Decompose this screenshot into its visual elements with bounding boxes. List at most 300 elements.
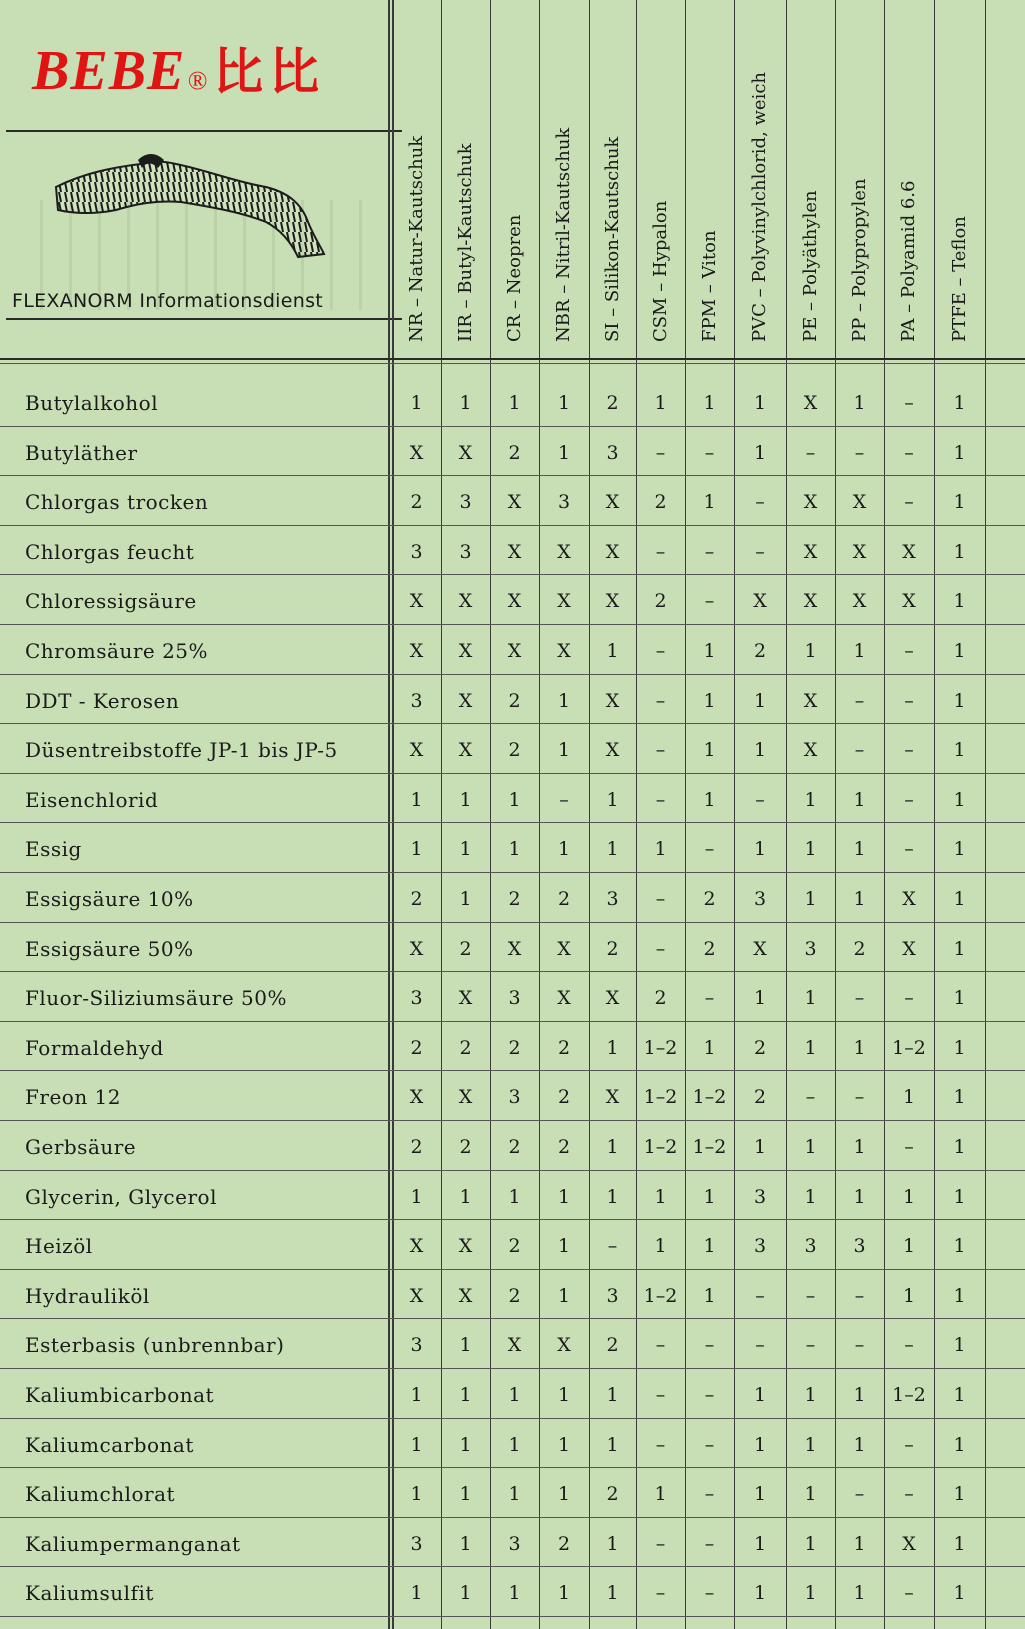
table-cell: 2 xyxy=(508,1136,521,1158)
row-label: Chlorgas trocken xyxy=(25,490,209,515)
row-label: Formaldehyd xyxy=(25,1035,164,1060)
bleed-through-mark xyxy=(185,200,188,310)
table-cell: 1 xyxy=(853,1036,866,1059)
table-cell: X xyxy=(409,937,424,960)
table-cell: 1 xyxy=(459,1185,472,1208)
table-cell: 1 xyxy=(902,1284,916,1307)
table-cell: 1 xyxy=(557,1582,571,1605)
table-cell: 1 xyxy=(853,1384,866,1406)
table-cell: 1 xyxy=(508,1483,521,1506)
table-cell: 1 xyxy=(953,1036,966,1059)
table-cell: X xyxy=(803,392,818,414)
table-cell: 1 xyxy=(606,1036,619,1059)
table-cell: 2 xyxy=(410,888,423,910)
table-cell: 2 xyxy=(557,1136,571,1158)
table-cell: X xyxy=(458,1086,473,1109)
bleed-through-mark xyxy=(272,200,275,310)
column-header-label: PA – Polyamid 6.6 xyxy=(898,180,919,342)
table-cell: – xyxy=(704,1334,715,1357)
column-header xyxy=(685,8,734,360)
table-cell: 2 xyxy=(508,689,521,712)
table-cell: 1 xyxy=(853,1185,866,1208)
table-cell: 1 xyxy=(953,987,966,1010)
table-cell: 3 xyxy=(410,1334,423,1357)
table-cell: 1 xyxy=(606,1136,619,1158)
table-cell: – xyxy=(655,640,666,662)
table-cell: 2 xyxy=(459,937,472,960)
table-cell: 1 xyxy=(459,1582,472,1605)
table-cell: 1 xyxy=(804,1433,817,1456)
table-cell: X xyxy=(409,640,424,662)
column-header-label: FPM – Viton xyxy=(698,230,720,342)
table-cell: X xyxy=(507,937,522,960)
table-cell: – xyxy=(655,1582,666,1605)
table-cell: 1 xyxy=(654,392,667,414)
table-cell: 1 xyxy=(902,1086,916,1109)
table-cell: 1 xyxy=(953,1284,966,1307)
table-cell: 2 xyxy=(508,1284,521,1307)
table-cell: 1 xyxy=(753,441,767,464)
table-cell: X xyxy=(852,590,867,613)
table-cell: 1 xyxy=(953,1235,966,1258)
table-cell: 1–2 xyxy=(692,1086,727,1109)
row-label: Freon 12 xyxy=(25,1085,122,1110)
table-cell: X xyxy=(557,590,571,613)
column-header xyxy=(934,8,985,360)
table-cell: X xyxy=(557,1334,571,1357)
table-cell: 2 xyxy=(410,1036,423,1059)
table-cell: – xyxy=(704,540,715,563)
table-cell: 2 xyxy=(654,987,667,1010)
table-cell: 1–2 xyxy=(692,1136,727,1158)
table-cell: 3 xyxy=(606,1284,619,1307)
table-cell: 2 xyxy=(508,1235,521,1258)
table-cell: 1 xyxy=(853,1532,866,1555)
bleed-through-mark xyxy=(127,200,130,310)
table-cell: X xyxy=(409,590,424,613)
table-cell: 2 xyxy=(654,590,667,613)
table-cell: – xyxy=(704,1433,715,1456)
table-cell: 1 xyxy=(459,1384,472,1406)
table-cell: 1 xyxy=(606,838,619,861)
table-cell: 1 xyxy=(804,1036,817,1059)
bleed-through-mark xyxy=(243,200,246,310)
table-cell: 1 xyxy=(853,1433,866,1456)
table-cell: 1 xyxy=(606,1582,619,1605)
table-cell: – xyxy=(904,788,914,811)
table-cell: 2 xyxy=(703,937,716,960)
column-header xyxy=(441,8,490,360)
table-cell: 2 xyxy=(459,1036,472,1059)
table-cell: 1 xyxy=(804,1136,817,1158)
table-cell: – xyxy=(655,888,666,910)
table-cell: X xyxy=(902,888,916,910)
table-cell: 1 xyxy=(853,838,866,861)
table-cell: 3 xyxy=(606,888,619,910)
table-cell: 1 xyxy=(606,1532,619,1555)
table-cell: – xyxy=(559,788,569,811)
table-cell: – xyxy=(805,1334,816,1357)
table-cell: – xyxy=(655,937,666,960)
registered-mark: ® xyxy=(187,66,208,95)
table-cell: X xyxy=(852,540,867,563)
column-header-label: PE – Polyäthylen xyxy=(799,190,821,342)
table-cell: – xyxy=(805,1284,816,1307)
table-cell: 2 xyxy=(753,1036,767,1059)
column-header xyxy=(589,8,636,360)
table-cell: X xyxy=(458,1284,473,1307)
table-cell: 3 xyxy=(804,937,817,960)
table-cell: X xyxy=(557,640,571,662)
table-cell: 2 xyxy=(606,937,619,960)
table-cell: 2 xyxy=(410,1136,423,1158)
table-cell: 1 xyxy=(804,788,817,811)
table-cell: 1 xyxy=(557,441,571,464)
column-header xyxy=(490,8,539,360)
row-label: Essig xyxy=(25,837,82,862)
table-cell: 1–2 xyxy=(643,1284,678,1307)
table-cell: 1 xyxy=(953,491,966,514)
table-cell: 1 xyxy=(557,1433,571,1456)
table-cell: 1 xyxy=(902,1235,916,1258)
table-cell: 3 xyxy=(853,1235,866,1258)
table-cell: 1 xyxy=(953,888,966,910)
table-cell: X xyxy=(507,491,522,514)
table-cell: 1 xyxy=(508,1433,521,1456)
row-label: Chloressigsäure xyxy=(25,589,197,614)
table-cell: 1 xyxy=(703,1036,716,1059)
row-label: Kaliumpermanganat xyxy=(25,1531,241,1556)
table-cell: 1 xyxy=(703,1284,716,1307)
column-header xyxy=(636,8,685,360)
row-label: Kaliumsulfit xyxy=(25,1581,154,1606)
row-label: Heizöl xyxy=(25,1234,93,1259)
table-cell: X xyxy=(409,1284,424,1307)
table-cell: 1 xyxy=(804,1483,817,1506)
table-cell: X xyxy=(902,937,916,960)
table-cell: X xyxy=(902,540,916,563)
table-cell: 1 xyxy=(853,1136,866,1158)
table-cell: 2 xyxy=(606,1334,619,1357)
table-cell: 3 xyxy=(508,987,521,1010)
table-cell: – xyxy=(904,392,914,414)
table-cell: – xyxy=(755,491,765,514)
table-cell: 1 xyxy=(804,640,817,662)
table-cell: 3 xyxy=(753,888,767,910)
table-cell: 1 xyxy=(459,1532,472,1555)
table-cell: X xyxy=(605,540,620,563)
table-cell: X xyxy=(605,739,620,762)
table-cell: 1 xyxy=(508,392,521,414)
table-cell: – xyxy=(704,590,715,613)
table-cell: – xyxy=(904,1433,914,1456)
table-cell: – xyxy=(655,1433,666,1456)
row-label: Essigsäure 50% xyxy=(25,936,194,961)
table-cell: X xyxy=(458,1235,473,1258)
table-cell: 3 xyxy=(410,689,423,712)
table-cell: 2 xyxy=(508,739,521,762)
table-cell: 2 xyxy=(654,491,667,514)
table-cell: 1 xyxy=(953,1384,966,1406)
table-cell: 2 xyxy=(557,1532,571,1555)
table-cell: X xyxy=(458,987,473,1010)
bleed-through-mark xyxy=(330,200,333,310)
table-cell: 1 xyxy=(902,1185,916,1208)
table-cell: 1 xyxy=(953,1483,966,1506)
table-cell: 1 xyxy=(410,1384,423,1406)
table-cell: 1 xyxy=(953,441,966,464)
table-cell: 2 xyxy=(853,937,866,960)
table-cell: 1 xyxy=(557,1384,571,1406)
row-label: Butyläther xyxy=(25,440,138,465)
table-cell: X xyxy=(753,937,767,960)
table-cell: 1 xyxy=(753,689,767,712)
row-label: Glycerin, Glycerol xyxy=(25,1184,217,1209)
table-cell: 1 xyxy=(654,1185,667,1208)
bleed-through-mark xyxy=(69,200,72,310)
table-cell: 1 xyxy=(804,1532,817,1555)
table-cell: – xyxy=(704,987,715,1010)
table-cell: 1–2 xyxy=(643,1036,678,1059)
table-cell: 1 xyxy=(654,1235,667,1258)
table-cell: 1 xyxy=(557,739,571,762)
table-cell: 2 xyxy=(606,1483,619,1506)
table-cell: 2 xyxy=(557,1036,571,1059)
table-cell: – xyxy=(904,739,914,762)
table-cell: 1 xyxy=(953,937,966,960)
row-label: Düsentreibstoffe JP-1 bis JP-5 xyxy=(25,738,338,763)
table-cell: 1 xyxy=(459,1433,472,1456)
row-label: Chromsäure 25% xyxy=(25,639,209,663)
table-cell: 1 xyxy=(953,640,966,662)
table-cell: X xyxy=(803,491,818,514)
table-cell: 1 xyxy=(557,392,571,414)
table-cell: 1 xyxy=(804,838,817,861)
table-cell: – xyxy=(854,987,865,1010)
table-cell: X xyxy=(409,1086,424,1109)
column-header-label: PVC – Polyvinylchlorid, weich xyxy=(749,72,770,342)
table-cell: X xyxy=(557,540,571,563)
table-cell: X xyxy=(803,540,818,563)
table-cell: – xyxy=(904,689,914,712)
table-cell: X xyxy=(409,739,424,762)
table-cell: – xyxy=(904,491,914,514)
table-cell: 1 xyxy=(953,540,966,563)
table-cell: – xyxy=(655,689,666,712)
table-cell: – xyxy=(805,1086,816,1109)
table-cell: – xyxy=(704,838,715,861)
table-cell: – xyxy=(655,788,666,811)
table-cell: 1 xyxy=(606,1185,619,1208)
table-cell: 3 xyxy=(410,540,423,563)
row-label: DDT - Kerosen xyxy=(25,688,180,713)
table-cell: 1 xyxy=(953,1334,966,1357)
table-cell: – xyxy=(655,540,666,563)
table-cell: – xyxy=(755,1284,765,1307)
divider-label-column xyxy=(388,0,390,1629)
table-cell: X xyxy=(409,1235,424,1258)
table-cell: X xyxy=(605,590,620,613)
table-cell: – xyxy=(655,739,666,762)
header-divider-secondary xyxy=(0,363,1025,364)
table-cell: 1 xyxy=(459,1483,472,1506)
table-cell: 1 xyxy=(508,1384,521,1406)
column-header-label: NBR – Nitril-Kautschuk xyxy=(553,127,574,342)
column-header xyxy=(539,8,589,360)
table-cell: – xyxy=(904,1483,914,1506)
table-cell: 1 xyxy=(557,1284,571,1307)
table-cell: 1 xyxy=(410,1185,423,1208)
table-cell: 1 xyxy=(703,491,716,514)
table-cell: X xyxy=(458,689,473,712)
table-cell: 1 xyxy=(557,1235,571,1258)
row-label: Chlorgas feucht xyxy=(25,539,195,564)
table-cell: 3 xyxy=(753,1235,767,1258)
table-cell: 1 xyxy=(853,888,866,910)
table-cell: 1 xyxy=(953,739,966,762)
table-cell: – xyxy=(704,1483,715,1506)
table-cell: 1 xyxy=(557,689,571,712)
table-cell: 3 xyxy=(459,491,472,514)
table-cell: X xyxy=(458,590,473,613)
table-cell: X xyxy=(557,987,571,1010)
table-cell: – xyxy=(854,739,865,762)
table-cell: 1 xyxy=(606,1433,619,1456)
table-cell: 1 xyxy=(853,392,866,414)
table-cell: X xyxy=(902,590,916,613)
table-cell: – xyxy=(904,1582,914,1605)
table-cell: 1 xyxy=(753,838,767,861)
table-cell: 1 xyxy=(953,838,966,861)
table-cell: 2 xyxy=(508,1036,521,1059)
table-cell: 1 xyxy=(410,1433,423,1456)
bleed-through-mark xyxy=(98,200,101,310)
table-cell: 1–2 xyxy=(643,1136,678,1158)
table-cell: 1 xyxy=(953,689,966,712)
table-cell: 1 xyxy=(953,1532,966,1555)
column-header-label: PP – Polypropylen xyxy=(848,178,870,342)
table-cell: 1 xyxy=(804,1185,817,1208)
bleed-through-mark xyxy=(359,200,362,310)
table-cell: – xyxy=(904,441,914,464)
table-cell: 1 xyxy=(804,987,817,1010)
row-label: Kaliumbicarbonat xyxy=(25,1383,215,1407)
table-cell: – xyxy=(854,1086,865,1109)
table-cell: 1 xyxy=(703,1185,716,1208)
table-cell: X xyxy=(409,441,424,464)
table-cell: 2 xyxy=(753,640,767,662)
table-cell: 1 xyxy=(410,1483,423,1506)
table-cell: – xyxy=(904,1136,914,1158)
table-cell: X xyxy=(605,1086,620,1109)
brand-cjk: 比比 xyxy=(213,43,326,101)
table-cell: X xyxy=(458,640,473,662)
table-cell: 1 xyxy=(753,1136,767,1158)
table-cell: X xyxy=(557,937,571,960)
table-cell: 1 xyxy=(459,838,472,861)
table-cell: 1 xyxy=(703,392,716,414)
table-cell: – xyxy=(904,640,914,662)
row-label: Fluor-Siliziumsäure 50% xyxy=(25,986,287,1011)
table-cell: – xyxy=(755,788,765,811)
table-cell: 1 xyxy=(508,788,521,811)
table-cell: X xyxy=(753,590,767,613)
table-cell: X xyxy=(605,491,620,514)
table-cell: 2 xyxy=(410,491,423,514)
row-label: Butylalkohol xyxy=(25,391,159,415)
column-header xyxy=(835,8,884,360)
column-header-label: NR – Natur-Kautschuk xyxy=(405,135,427,342)
table-cell: 1 xyxy=(753,392,767,414)
table-cell: 1 xyxy=(508,1185,521,1208)
table-cell: X xyxy=(605,689,620,712)
table-cell: – xyxy=(655,1384,666,1406)
table-cell: – xyxy=(805,441,816,464)
table-cell: X xyxy=(507,1334,522,1357)
table-cell: 1 xyxy=(753,739,767,762)
table-cell: 1 xyxy=(459,1334,472,1357)
table-cell: 1 xyxy=(853,640,866,662)
table-cell: 1–2 xyxy=(643,1086,678,1109)
table-cell: 3 xyxy=(410,1532,423,1555)
table-cell: 1 xyxy=(703,788,716,811)
table-cell: 1 xyxy=(557,838,571,861)
table-cell: 1 xyxy=(753,1433,767,1456)
table-cell: 1 xyxy=(853,1582,866,1605)
column-header-label: CSM – Hypalon xyxy=(649,200,671,342)
table-cell: 3 xyxy=(508,1086,521,1109)
column-header xyxy=(786,8,835,360)
table-cell: 1 xyxy=(703,739,716,762)
table-cell: 2 xyxy=(557,1086,571,1109)
table-cell: 1 xyxy=(753,987,767,1010)
table-cell: – xyxy=(854,1284,865,1307)
table-cell: 1 xyxy=(753,1532,767,1555)
table-cell: 1 xyxy=(606,788,619,811)
table-cell: 2 xyxy=(606,392,619,414)
table-cell: 1 xyxy=(953,392,966,414)
row-label: Kaliumcarbonat xyxy=(25,1432,194,1457)
bleed-through-mark xyxy=(214,200,217,310)
table-cell: 1 xyxy=(804,888,817,910)
table-cell: 1 xyxy=(703,1235,716,1258)
table-cell: – xyxy=(607,1235,618,1258)
table-cell: 2 xyxy=(703,888,716,910)
table-cell: 2 xyxy=(557,888,571,910)
brand-logo xyxy=(32,32,325,102)
info-title: FLEXANORM Informationsdienst xyxy=(12,290,324,312)
table-cell: 1 xyxy=(654,838,667,861)
column-header-label: IIR – Butyl-Kautschuk xyxy=(454,143,476,342)
bleed-through-mark xyxy=(156,200,159,310)
table-cell: 1 xyxy=(753,1483,767,1506)
table-cell: 3 xyxy=(557,491,571,514)
row-label: Kaliumchlorat xyxy=(25,1482,176,1507)
table-cell: – xyxy=(704,1384,715,1406)
table-cell: – xyxy=(904,987,914,1010)
table-cell: 1–2 xyxy=(892,1384,926,1406)
column-header xyxy=(884,8,934,360)
table-cell: X xyxy=(902,1532,916,1555)
table-cell: 2 xyxy=(753,1086,767,1109)
row-label: Hydrauliköl xyxy=(25,1283,150,1308)
column-divider xyxy=(985,0,986,1629)
table-cell: – xyxy=(904,1334,914,1357)
table-cell: X xyxy=(803,689,818,712)
column-header-label: CR – Neopren xyxy=(503,214,525,342)
table-cell: – xyxy=(655,1532,666,1555)
table-cell: – xyxy=(904,838,914,861)
